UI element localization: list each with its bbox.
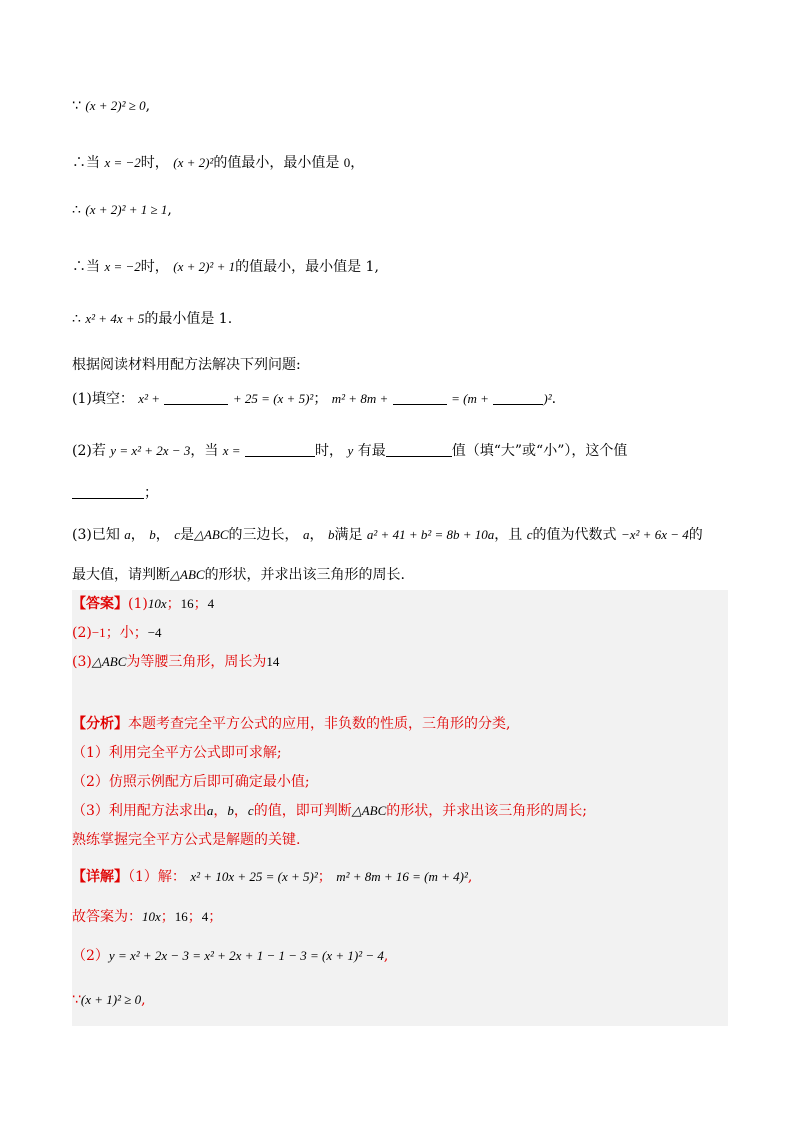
detail-2: （2）y = x² + 2x − 3 = x² + 2x + 1 − 1 − 3 = (x + 1)² − 4, — [72, 948, 389, 964]
detail-tag: 【详解】 — [72, 869, 128, 885]
detail-1-answer: 故答案为：10x；16；4； — [72, 909, 223, 925]
problem-intro: 根据阅读材料用配方法解决下列问题: — [72, 357, 301, 373]
analysis-line-2: （2）仿照示例配方后即可确定最小值; — [72, 774, 310, 790]
because-symbol: ∵ — [72, 98, 81, 114]
q2-blank-2[interactable] — [386, 442, 452, 457]
q1-blank-3[interactable] — [493, 390, 543, 405]
q1-blank-1[interactable] — [164, 390, 228, 405]
step-5: ∴ x² + 4x + 5的最小值是 1. — [72, 311, 233, 327]
question-1: (1)填空： x² + + 25 = (x + 5)²； m² + 8m + = (m + )². — [72, 391, 557, 407]
q2-blank-3[interactable] — [72, 484, 144, 499]
analysis-heading: 【分析】本题考查完全平方公式的应用，非负数的性质，三角形的分类, — [72, 716, 511, 732]
answer-2: (2)−1；小；−4 — [72, 625, 162, 641]
step-1-math: (x + 2)² ≥ 0 — [85, 98, 146, 113]
analysis-line-3: （3）利用配方法求出a，b，c的值，即可判断△ABC的形状，并求出该三角形的周长; — [72, 803, 587, 819]
answer-3: (3)△ABC为等腰三角形，周长为14 — [72, 654, 280, 670]
step-2: ∴当 x = −2时， (x + 2)²的值最小，最小值是 0， — [72, 155, 365, 171]
q1-blank-2[interactable] — [393, 390, 447, 405]
question-3: (3)已知 a， b， c是△ABC的三边长， a， b满足 a² + 41 + b² = 8b + 10a，且 c的值为代数式 −x² + 6x − 4的 — [72, 527, 703, 543]
question-2: (2)若 y = x² + 2x − 3，当 x = 时， y 有最 值（填“大”或“小”），这个值 — [72, 443, 628, 459]
analysis-line-1: （1）利用完全平方公式即可求解; — [72, 745, 282, 761]
question-2-continued: ； — [72, 482, 158, 502]
step-3: ∴ (x + 2)² + 1 ≥ 1, — [72, 202, 172, 218]
q2-blank-1[interactable] — [245, 442, 315, 457]
analysis-line-4: 熟练掌握完全平方公式是解题的关键. — [72, 832, 301, 848]
answer-tag: 【答案】 — [72, 596, 128, 612]
step-4: ∴当 x = −2时， (x + 2)² + 1的值最小，最小值是 1, — [72, 259, 379, 275]
question-3-continued: 最大值，请判断△ABC的形状，并求出该三角形的周长. — [72, 567, 406, 583]
detail-3: ∵(x + 1)² ≥ 0, — [72, 992, 146, 1008]
answer-1: 【答案】(1)10x；16；4 — [72, 596, 215, 612]
step-1: ∵ (x + 2)² ≥ 0, — [72, 98, 151, 114]
because-symbol: ∵ — [72, 992, 81, 1008]
analysis-tag: 【分析】 — [72, 716, 128, 732]
detail-1: 【详解】（1）解： x² + 10x + 25 = (x + 5)²； m² + 8m + 16 = (m + 4)², — [72, 869, 473, 885]
